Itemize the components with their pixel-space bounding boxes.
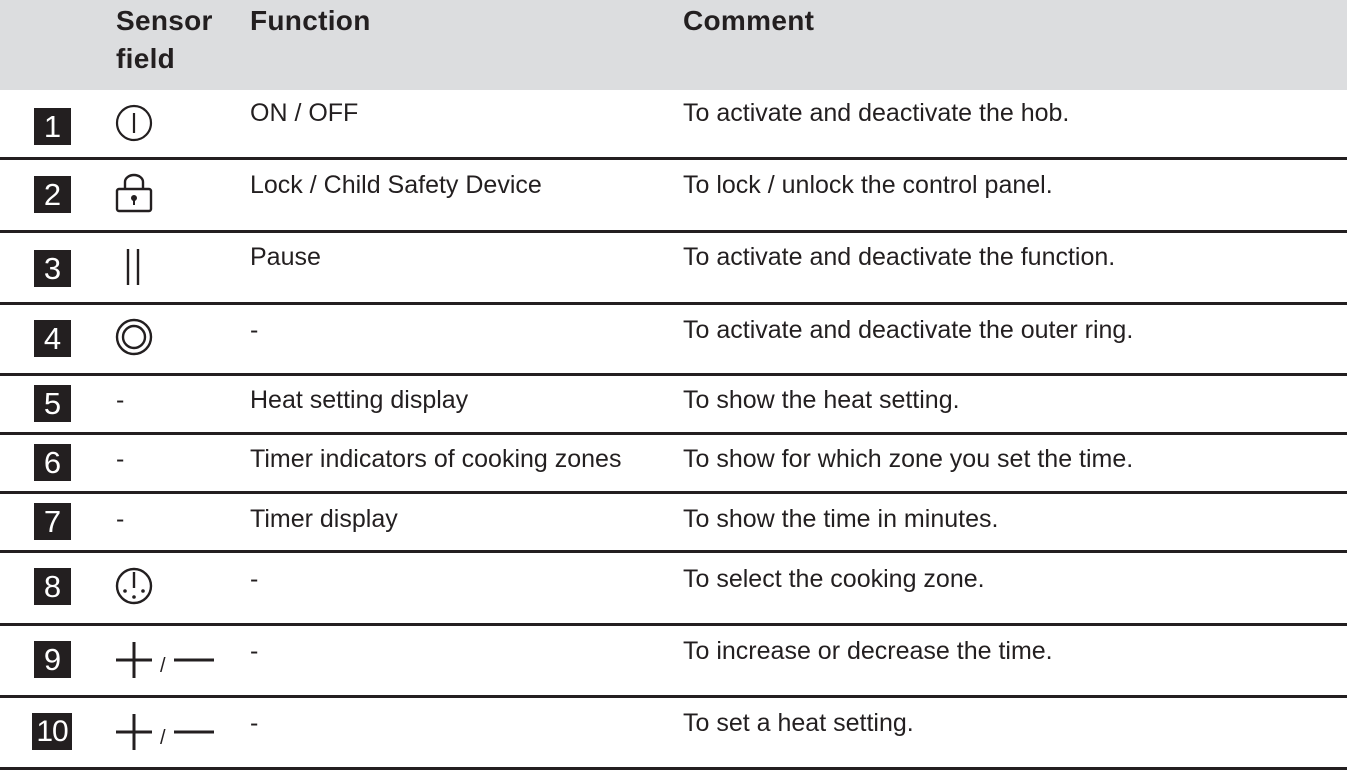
row-comment: To select the cooking zone. xyxy=(683,565,985,593)
minus-icon[interactable] xyxy=(172,712,216,752)
table-row xyxy=(0,233,1347,303)
row-function: - xyxy=(250,565,259,593)
row-function: - xyxy=(250,637,259,665)
outer-ring-icon[interactable] xyxy=(112,317,156,357)
row-comment: To activate and deactivate the function. xyxy=(683,243,1116,271)
row-number-badge: 1 xyxy=(34,108,71,145)
table-row xyxy=(0,494,1347,550)
row-function: Timer indicators of cooking zones xyxy=(250,445,622,473)
row-comment: To set a heat setting. xyxy=(683,709,914,737)
plus-icon[interactable] xyxy=(112,640,156,680)
header-sensor-line2: field xyxy=(116,43,176,74)
row-number-badge: 9 xyxy=(34,641,71,678)
plus-icon[interactable] xyxy=(112,712,156,752)
plus-minus-icon[interactable] xyxy=(112,712,222,756)
header-comment: Comment xyxy=(683,5,815,36)
row-comment: To activate and deactivate the outer ring. xyxy=(683,316,1134,344)
lock-icon[interactable] xyxy=(112,172,156,214)
row-divider xyxy=(0,767,1347,770)
separator-slash: / xyxy=(160,655,166,677)
row-comment: To activate and deactivate the hob. xyxy=(683,99,1070,127)
table-row xyxy=(0,698,1347,767)
table-row xyxy=(0,553,1347,623)
row-comment: To show the time in minutes. xyxy=(683,505,999,533)
row-comment: To increase or decrease the time. xyxy=(683,637,1053,665)
header-sensor-line1: Sensor xyxy=(116,5,213,36)
row-function: ON / OFF xyxy=(250,99,359,127)
row-function: Lock / Child Safety Device xyxy=(250,171,542,199)
table-header xyxy=(0,0,1347,90)
row-number-badge: 10 xyxy=(32,713,72,750)
row-number-badge: 4 xyxy=(34,320,71,357)
plus-minus-icon[interactable] xyxy=(112,640,222,684)
row-number-badge: 2 xyxy=(34,176,71,213)
row-function: Timer display xyxy=(250,505,398,533)
pause-icon[interactable] xyxy=(112,247,156,287)
row-sensor-field: - xyxy=(116,386,125,414)
separator-slash: / xyxy=(160,727,166,749)
row-comment: To lock / unlock the control panel. xyxy=(683,171,1053,199)
table-row xyxy=(0,626,1347,695)
row-sensor-field: - xyxy=(116,505,125,533)
row-function: - xyxy=(250,316,259,344)
table-row xyxy=(0,435,1347,491)
row-number-badge: 3 xyxy=(34,250,71,287)
row-comment: To show the heat setting. xyxy=(683,386,960,414)
row-comment: To show for which zone you set the time. xyxy=(683,445,1134,473)
row-number-badge: 5 xyxy=(34,385,71,422)
power-icon[interactable] xyxy=(112,104,156,142)
row-number-badge: 6 xyxy=(34,444,71,481)
minus-icon[interactable] xyxy=(172,640,216,680)
header-function: Function xyxy=(250,5,371,36)
table-row xyxy=(0,160,1347,231)
table-row xyxy=(0,305,1347,374)
row-function: Pause xyxy=(250,243,321,271)
row-sensor-field: - xyxy=(116,445,125,473)
row-number-badge: 8 xyxy=(34,568,71,605)
table-row xyxy=(0,90,1347,159)
row-number-badge: 7 xyxy=(34,503,71,540)
row-function: - xyxy=(250,709,259,737)
row-function: Heat setting display xyxy=(250,386,469,414)
zone-select-icon[interactable] xyxy=(112,566,156,606)
table-row xyxy=(0,376,1347,432)
header-sensor-field xyxy=(116,2,213,78)
